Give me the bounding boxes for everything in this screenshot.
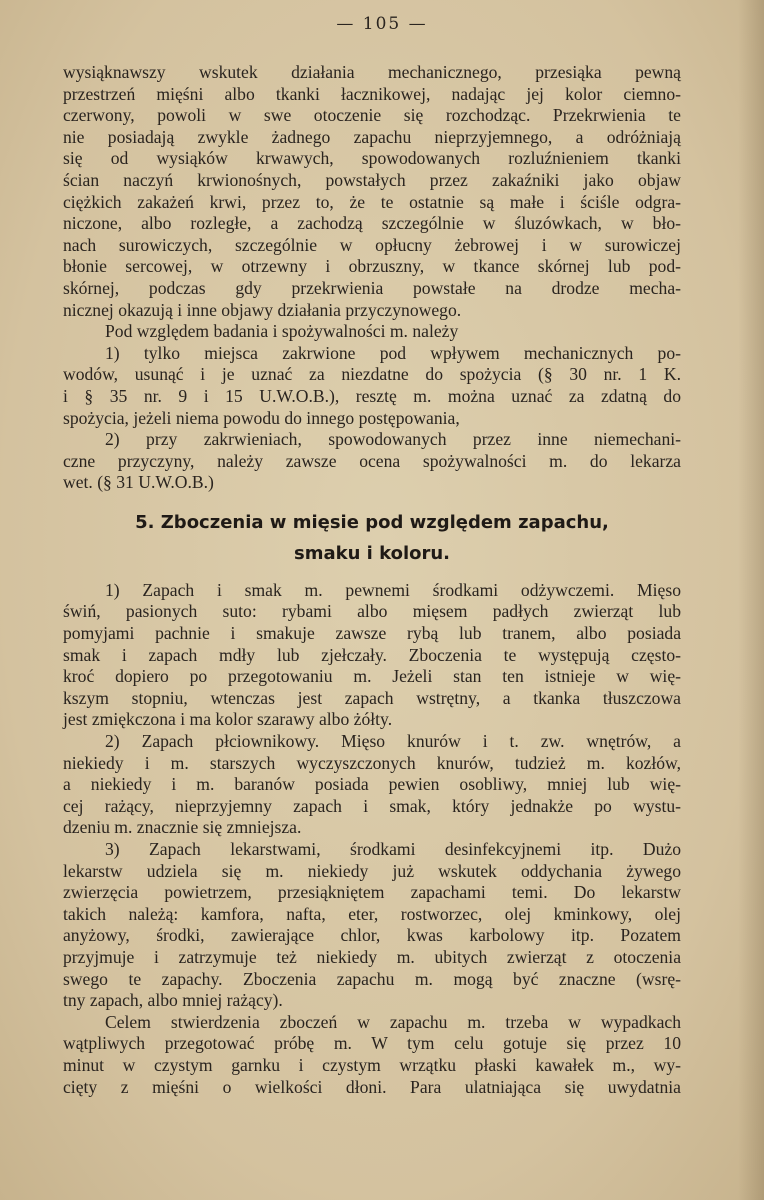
paragraph-line: wodów, usunąć i je uznać za niezdatne do spożycia (§ 30 nr. 1 K. xyxy=(63,364,681,385)
page-number: — 105 — xyxy=(336,14,428,34)
page-edge-shadow xyxy=(738,0,764,1200)
paragraph-line: przestrzeń mięśni albo tkanki łacznikowej, nadając jej kolor ciemno- xyxy=(63,83,681,104)
paragraph-line: jest zmiękczona i ma kolor szarawy albo żółty. xyxy=(63,709,393,730)
paragraph-line: 1) Zapach i smak m. pewnemi środkami odżywczemi. Mięso xyxy=(105,579,681,600)
paragraph-line: cięty z mięśni o wielkości dłoni. Para ulatniająca się uwydatnia xyxy=(63,1076,681,1097)
paragraph-line: czne przyczyny, należy zawsze ocena spożywalności m. do lekarza xyxy=(63,450,681,471)
section-heading-line: smaku i koloru. xyxy=(293,542,451,564)
list-item xyxy=(63,731,681,839)
paragraph-line: się od wysiąków krwawych, spowodowanych rozluźnieniem tkanki xyxy=(63,148,681,169)
paragraph-line: takich należą: kamfora, nafta, eter, rostworzec, olej kminkowy, olej xyxy=(63,903,681,924)
paragraph-line: anyżowy, środki, zawierające chlor, kwas karbolowy itp. Pozatem xyxy=(63,925,681,946)
paragraph-line: nach surowiczych, szczególnie w opłucny żebrowej i w surowiczej xyxy=(63,234,681,255)
paragraph-line: 3) Zapach lekarstwami, środkami desinfekcyjnemi itp. Dużo xyxy=(105,839,681,859)
paragraph-line: spożycia, jeżeli niema powodu do innego postępowania, xyxy=(63,407,460,428)
paragraph-line: 1) tylko miejsca zakrwione pod wpływem mechanicznych po- xyxy=(105,342,681,363)
list-item xyxy=(63,580,681,731)
list-item xyxy=(63,839,681,1012)
paragraph-line: a niekiedy i m. baranów posiada pewien osobliwy, mniej lub wię- xyxy=(63,774,681,795)
paragraph-line: nicznej okazują i inne objawy działania przyczynowego. xyxy=(63,299,462,320)
paragraph xyxy=(63,321,681,343)
list-item xyxy=(63,429,681,494)
paragraph-line: pomyjami pachnie i smakuje zawsze rybą lub tranem, albo posiada xyxy=(63,623,681,644)
paragraph-line: skórnej, podczas gdy przekrwienia powstałe na drodze mecha- xyxy=(63,277,681,298)
paragraph-line: przyjmuje i zatrzymuje też niekiedy m. ubitych zwierząt z otoczenia xyxy=(63,946,681,967)
paragraph-line: tny zapach, albo mniej rażący). xyxy=(63,990,283,1011)
paragraph-line: 2) Zapach płciownikowy. Mięso knurów i t. zw. wnętrów, a xyxy=(105,731,681,752)
paragraph-line: wysiąknawszy wskutek działania mechanicznego, przesiąka pewną xyxy=(63,62,681,82)
page-text xyxy=(63,62,681,1098)
paragraph-line: kroć dopiero po przegotowaniu m. Jeżeli stan ten istnieje w wię- xyxy=(63,666,681,687)
paragraph-line: lekarstw udziela się m. niekiedy już wskutek oddychania żywego xyxy=(63,860,681,881)
paragraph-line: świń, pasionych suto: rybami albo mięsem padłych zwierząt lub xyxy=(63,601,681,622)
paragraph-line: ciężkich zakażeń krwi, przez to, że te ostatnie są małe i ściśle odgra- xyxy=(63,191,681,212)
paragraph-line: Pod względem badania i spożywalności m. należy xyxy=(105,321,459,342)
section-heading xyxy=(63,507,681,569)
paragraph-line: niekiedy i m. starszych wyczyszczonych knurów, tudzież m. kozłów, xyxy=(63,752,681,773)
paragraph-line: minut w czystym garnku i czystym wrzątku płaski kawałek m., wy- xyxy=(63,1054,681,1075)
paragraph-line: dzeniu m. znacznie się zmniejsza. xyxy=(63,817,302,838)
paragraph-line: Celem stwierdzenia zboczeń w zapachu m. trzeba w wypadkach xyxy=(105,1011,681,1032)
paragraph-line: cej rażący, nieprzyjemny zapach i smak, który jednakże po wystu- xyxy=(63,795,681,816)
paragraph-line: niczone, albo rozległe, a zachodzą szczególnie w śluzówkach, w bło- xyxy=(63,213,681,234)
paragraph-line: czerwony, powoli w swe otoczenie się rozchodząc. Przekrwienia te xyxy=(63,105,681,126)
paragraph-line: smak i zapach mdły lub zjełczały. Zboczenia te występują często- xyxy=(63,644,681,665)
paragraph-line: wątpliwych przegotować próbę m. W tym celu gotuje się przez 10 xyxy=(63,1033,681,1054)
paragraph-line: błonie sercowej, w otrzewny i obrzuszny, w tkance skórnej lub pod- xyxy=(63,256,681,277)
section-heading-line: 5. Zboczenia w mięsie pod względem zapachu, xyxy=(135,511,609,533)
paragraph xyxy=(63,1012,681,1098)
paragraph-line: zwierzęcia powietrzem, przesiąkniętem zapachami temi. Do lekarstw xyxy=(63,882,681,903)
list-item xyxy=(63,343,681,429)
paragraph-line: kszym stopniu, wtenczas jest zapach wstrętny, a tkanka tłuszczowa xyxy=(63,687,681,708)
paragraph-line: ścian naczyń krwionośnych, powstałych przez zakaźniki jako objaw xyxy=(63,169,681,190)
paragraph-line: i § 35 nr. 9 i 15 U.W.O.B.), resztę m. można uznać za zdatną do xyxy=(63,385,681,406)
paragraph-line: wet. (§ 31 U.W.O.B.) xyxy=(63,472,214,493)
paragraph-line: nie posiadają zwykle żadnego zapachu nieprzyjemnego, a odróżniają xyxy=(63,126,681,147)
paragraph xyxy=(63,62,681,321)
paragraph-line: 2) przy zakrwieniach, spowodowanych przez inne niemechani- xyxy=(105,429,681,450)
paragraph-line: swego te zapachy. Zboczenia zapachu m. mogą być znaczne (wsrę- xyxy=(63,968,681,989)
